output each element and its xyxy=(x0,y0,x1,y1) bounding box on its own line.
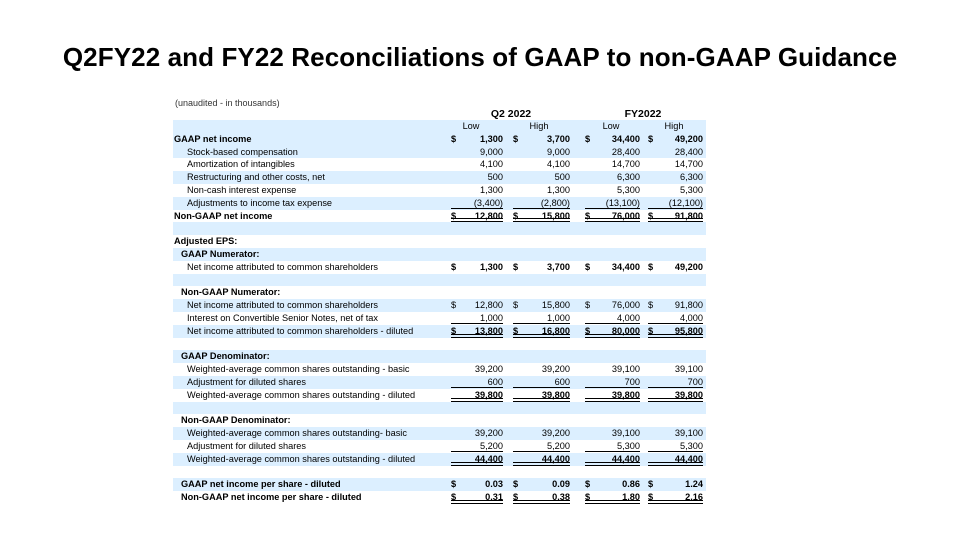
value-cell: 39,200 xyxy=(541,364,570,375)
currency-symbol: $ xyxy=(451,210,457,221)
value-cell: 91,800 xyxy=(674,300,703,311)
value-cell: 44,400 xyxy=(611,453,640,464)
table-row xyxy=(173,402,706,415)
table-row xyxy=(173,235,706,248)
row-label: GAAP net income per share - diluted xyxy=(181,479,341,490)
double-underline-rule xyxy=(451,500,503,504)
units-note: (unaudited - in thousands) xyxy=(175,98,280,108)
value-cell: 76,000 xyxy=(611,300,640,311)
value-cell: (3,400) xyxy=(473,197,503,208)
table-row xyxy=(173,312,706,325)
row-label: Net income attributed to common shareholders - diluted xyxy=(187,325,414,336)
value-cell: 2.16 xyxy=(685,492,703,503)
currency-symbol: $ xyxy=(451,479,457,490)
currency-symbol: $ xyxy=(513,300,519,311)
value-cell: 15,800 xyxy=(541,210,570,221)
value-cell: 39,100 xyxy=(611,428,640,439)
row-label: Weighted-average common shares outstanding - basic xyxy=(187,364,410,375)
row-label: Interest on Convertible Senior Notes, net of tax xyxy=(187,312,378,323)
value-cell: 1,300 xyxy=(480,184,503,195)
value-cell: 0.09 xyxy=(552,479,570,490)
value-cell: 5,300 xyxy=(680,440,703,451)
currency-symbol: $ xyxy=(451,133,457,144)
currency-symbol: $ xyxy=(513,492,519,503)
currency-symbol: $ xyxy=(585,479,591,490)
currency-symbol: $ xyxy=(648,325,654,336)
value-cell: (2,800) xyxy=(540,197,570,208)
underline-rule xyxy=(585,208,640,209)
value-cell: (12,100) xyxy=(668,197,703,208)
value-cell: 0.31 xyxy=(485,492,503,503)
subheader-fy-high: High xyxy=(664,121,684,131)
underline-rule xyxy=(648,451,703,452)
value-cell: 1,000 xyxy=(547,312,570,323)
reconciliation-table xyxy=(173,120,706,504)
value-cell: 39,800 xyxy=(674,389,703,400)
value-cell: 49,200 xyxy=(674,261,703,272)
currency-symbol: $ xyxy=(513,133,519,144)
currency-symbol: $ xyxy=(585,300,591,311)
underline-rule xyxy=(585,451,640,452)
row-label: GAAP Denominator: xyxy=(181,351,270,362)
value-cell: 4,000 xyxy=(680,312,703,323)
subheader-q2-low: Low xyxy=(462,121,480,131)
value-cell: 1,300 xyxy=(480,261,503,272)
value-cell: 0.03 xyxy=(485,479,503,490)
value-cell: (13,100) xyxy=(605,197,640,208)
row-label: Weighted-average common shares outstanding - diluted xyxy=(187,389,416,400)
value-cell: 28,400 xyxy=(674,146,703,157)
row-label: Net income attributed to common shareholders xyxy=(187,261,378,272)
row-label: Non-GAAP net income per share - diluted xyxy=(181,492,362,503)
double-underline-rule xyxy=(648,500,703,504)
currency-symbol: $ xyxy=(585,210,591,221)
table-row xyxy=(173,376,706,389)
value-cell: 700 xyxy=(624,376,640,387)
value-cell: 44,400 xyxy=(674,453,703,464)
value-cell: 80,000 xyxy=(611,325,640,336)
row-label: Adjusted EPS: xyxy=(174,236,238,247)
underline-rule xyxy=(648,208,703,209)
value-cell: 3,700 xyxy=(547,133,570,144)
currency-symbol: $ xyxy=(451,492,457,503)
value-cell: 1.24 xyxy=(685,479,703,490)
value-cell: 12,800 xyxy=(474,210,503,221)
table-row xyxy=(173,222,706,235)
row-label: Adjustment for diluted shares xyxy=(187,376,306,387)
underline-rule xyxy=(451,208,503,209)
currency-symbol: $ xyxy=(585,492,591,503)
subheader-q2-high: High xyxy=(529,121,549,131)
table-row xyxy=(173,197,706,210)
value-cell: 76,000 xyxy=(611,210,640,221)
table-row xyxy=(173,478,706,491)
currency-symbol: $ xyxy=(648,133,654,144)
currency-symbol: $ xyxy=(585,325,591,336)
row-label: Net income attributed to common shareholders xyxy=(187,300,378,311)
value-cell: 1,000 xyxy=(480,312,503,323)
table-row xyxy=(173,440,706,453)
table-row xyxy=(173,491,706,504)
table-row xyxy=(173,184,706,197)
double-underline-rule xyxy=(513,500,570,504)
row-label: Adjustment for diluted shares xyxy=(187,440,306,451)
underline-rule xyxy=(451,451,503,452)
value-cell: 44,400 xyxy=(541,453,570,464)
double-underline-rule xyxy=(585,500,640,504)
currency-symbol: $ xyxy=(513,261,519,272)
currency-symbol: $ xyxy=(648,210,654,221)
currency-symbol: $ xyxy=(648,300,654,311)
table-row xyxy=(173,466,706,479)
value-cell: 9,000 xyxy=(480,146,503,157)
row-label: Non-cash interest expense xyxy=(187,184,297,195)
value-cell: 14,700 xyxy=(611,159,640,170)
table-row xyxy=(173,414,706,427)
value-cell: 600 xyxy=(554,376,570,387)
value-cell: 5,200 xyxy=(480,440,503,451)
value-cell: 49,200 xyxy=(674,133,703,144)
value-cell: 34,400 xyxy=(611,133,640,144)
value-cell: 0.86 xyxy=(622,479,640,490)
value-cell: 4,000 xyxy=(617,312,640,323)
value-cell: 34,400 xyxy=(611,261,640,272)
underline-rule xyxy=(648,323,703,324)
value-cell: 39,800 xyxy=(611,389,640,400)
value-cell: 91,800 xyxy=(674,210,703,221)
underline-rule xyxy=(648,387,703,388)
underline-rule xyxy=(513,387,570,388)
value-cell: 6,300 xyxy=(680,172,703,183)
value-cell: 1,300 xyxy=(547,184,570,195)
subheader-row xyxy=(173,120,706,133)
value-cell: 12,800 xyxy=(474,300,503,311)
value-cell: 9,000 xyxy=(547,146,570,157)
value-cell: 3,700 xyxy=(547,261,570,272)
row-label: Weighted-average common shares outstanding- basic xyxy=(187,428,407,439)
table-row xyxy=(173,171,706,184)
value-cell: 700 xyxy=(687,376,703,387)
row-label: Amortization of intangibles xyxy=(187,159,295,170)
value-cell: 6,300 xyxy=(617,172,640,183)
table-row xyxy=(173,261,706,274)
underline-rule xyxy=(513,208,570,209)
currency-symbol: $ xyxy=(585,261,591,272)
value-cell: 39,100 xyxy=(611,364,640,375)
value-cell: 4,100 xyxy=(547,159,570,170)
currency-symbol: $ xyxy=(513,210,519,221)
value-cell: 600 xyxy=(487,376,503,387)
table-row xyxy=(173,146,706,159)
value-cell: 1.80 xyxy=(622,492,640,503)
table-row xyxy=(173,299,706,312)
row-label: Non-GAAP net income xyxy=(174,210,273,221)
value-cell: 14,700 xyxy=(674,159,703,170)
row-label: GAAP net income xyxy=(174,133,252,144)
table-row xyxy=(173,286,706,299)
table-row xyxy=(173,350,706,363)
table-row xyxy=(173,325,706,338)
table-row xyxy=(173,453,706,466)
value-cell: 13,800 xyxy=(474,325,503,336)
currency-symbol: $ xyxy=(585,133,591,144)
table-row xyxy=(173,363,706,376)
currency-symbol: $ xyxy=(451,300,457,311)
value-cell: 39,200 xyxy=(541,428,570,439)
row-label: GAAP Numerator: xyxy=(181,248,260,259)
table-row xyxy=(173,427,706,440)
table-row xyxy=(173,338,706,351)
value-cell: 500 xyxy=(487,172,503,183)
currency-symbol: $ xyxy=(451,261,457,272)
underline-rule xyxy=(451,387,503,388)
value-cell: 39,800 xyxy=(541,389,570,400)
value-cell: 16,800 xyxy=(541,325,570,336)
period-header-q2: Q2 2022 xyxy=(452,108,570,121)
table-row xyxy=(173,274,706,287)
slide-title: Q2FY22 and FY22 Reconciliations of GAAP to non-GAAP Guidance xyxy=(62,42,898,72)
row-label: Restructuring and other costs, net xyxy=(187,172,325,183)
underline-rule xyxy=(585,323,640,324)
currency-symbol: $ xyxy=(513,479,519,490)
underline-rule xyxy=(451,323,503,324)
subheader-fy-low: Low xyxy=(602,121,620,131)
value-cell: 28,400 xyxy=(611,146,640,157)
currency-symbol: $ xyxy=(648,492,654,503)
value-cell: 39,200 xyxy=(474,428,503,439)
underline-rule xyxy=(585,387,640,388)
value-cell: 5,300 xyxy=(617,440,640,451)
table-row xyxy=(173,133,706,146)
underline-rule xyxy=(513,451,570,452)
currency-symbol: $ xyxy=(451,325,457,336)
value-cell: 1,300 xyxy=(480,133,503,144)
row-label: Non-GAAP Denominator: xyxy=(181,415,291,426)
currency-symbol: $ xyxy=(513,325,519,336)
row-label: Non-GAAP Numerator: xyxy=(181,287,281,298)
value-cell: 0.38 xyxy=(552,492,570,503)
value-cell: 500 xyxy=(554,172,570,183)
period-header-fy: FY2022 xyxy=(583,108,703,121)
table-row xyxy=(173,389,706,402)
value-cell: 4,100 xyxy=(480,159,503,170)
value-cell: 39,100 xyxy=(674,428,703,439)
table-row xyxy=(173,248,706,261)
value-cell: 39,200 xyxy=(474,364,503,375)
value-cell: 5,300 xyxy=(617,184,640,195)
value-cell: 15,800 xyxy=(541,300,570,311)
table-row xyxy=(173,210,706,223)
row-label: Stock-based compensation xyxy=(187,146,298,157)
value-cell: 44,400 xyxy=(474,453,503,464)
value-cell: 5,200 xyxy=(547,440,570,451)
currency-symbol: $ xyxy=(648,479,654,490)
value-cell: 95,800 xyxy=(674,325,703,336)
table-row xyxy=(173,158,706,171)
row-label: Adjustments to income tax expense xyxy=(187,197,333,208)
value-cell: 39,100 xyxy=(674,364,703,375)
underline-rule xyxy=(513,323,570,324)
value-cell: 5,300 xyxy=(680,184,703,195)
value-cell: 39,800 xyxy=(474,389,503,400)
row-label: Weighted-average common shares outstanding - diluted xyxy=(187,453,416,464)
currency-symbol: $ xyxy=(648,261,654,272)
